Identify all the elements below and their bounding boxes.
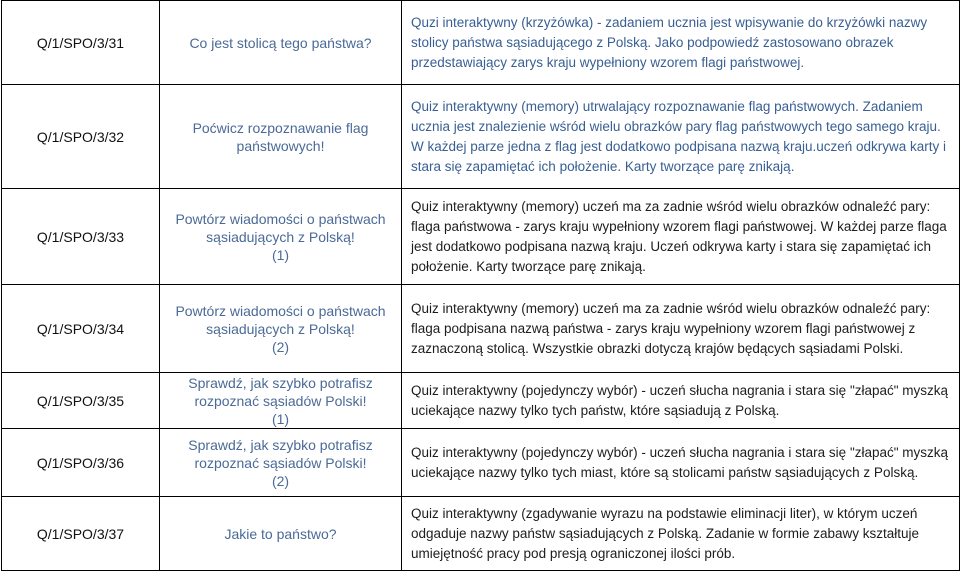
resource-code: Q/1/SPO/3/33	[2, 189, 160, 285]
resource-title	[160, 429, 402, 497]
table-row	[2, 373, 960, 429]
resource-code: Q/1/SPO/3/36	[2, 429, 160, 497]
resource-description: Quiz interaktywny (zgadywanie wyrazu na podstawie eliminacji liter), w którym uczeń odgaduje nazwy państw sąsiadujących z Polską. Zadanie w formie zabawy kształtuje umiejętność pracy pod presją ograniczonej ilości prób.	[402, 497, 960, 571]
resource-description: Quzi interaktywny (krzyżówka) - zadaniem ucznia jest wpisywanie do krzyżówki nazwy stolicy państwa sąsiadującego z Polską. Jako podpowiedź zastosowano obrazek przedstawiający zarys kraju wypełniony wzorem flagi państwowej.	[402, 1, 960, 85]
title-line: państwowych!	[236, 137, 325, 154]
table-row	[2, 1, 960, 85]
resource-description: Quiz interaktywny (pojedynczy wybór) - uczeń słucha nagrania i stara się "złapać" myszką uciekające nazwy tylko tych miast, które są stolicami państw sąsiadujących z Polską.	[402, 429, 960, 497]
resource-code: Q/1/SPO/3/34	[2, 285, 160, 373]
resource-description: Quiz interaktywny (memory) uczeń ma za zadnie wśród wielu obrazków odnaleźć pary: flaga podpisana nazwą państwa - zarys kraju wypełniony wzorem flagi państwowej z zaznaczoną stolicą. Wszystkie obrazki dotyczą krajów będących sąsiadami Polski.	[402, 285, 960, 373]
table-row	[2, 285, 960, 373]
resource-description: Quiz interaktywny (pojedynczy wybór) - uczeń słucha nagrania i stara się "złapać" myszką uciekające nazwy tylko tych państw, które sąsiadują z Polską.	[402, 373, 960, 429]
title-line: rozpoznać sąsiadów Polski!	[194, 454, 367, 471]
title-line: Powtórz wiadomości o państwach	[175, 302, 386, 319]
title-line: Sprawdź, jak szybko potrafisz	[188, 436, 373, 453]
table-body	[2, 1, 960, 571]
title-line: Poćwicz rozpoznawanie flag	[192, 119, 369, 136]
title-line: (1)	[271, 410, 290, 427]
resource-code: Q/1/SPO/3/31	[2, 1, 160, 85]
table-row	[2, 85, 960, 189]
resource-title	[160, 1, 402, 85]
resource-title	[160, 189, 402, 285]
resource-title	[160, 285, 402, 373]
resource-description: Quiz interaktywny (memory) utrwalający rozpoznawanie flag państwowych. Zadaniem ucznia jest znalezienie wśród wielu obrazków pary flag państwowych tego samego kraju. W każdej parze jedna z flag jest dodatkowo podpisana nazwą kraju.uczeń odkrywa karty i stara się zapamiętać ich położenie. Karty tworzące parę znikają.	[402, 85, 960, 189]
resource-title	[160, 497, 402, 571]
table-row	[2, 497, 960, 571]
resource-code: Q/1/SPO/3/37	[2, 497, 160, 571]
resource-description: Quiz interaktywny (memory) uczeń ma za zadnie wśród wielu obrazków odnaleźć pary: flaga państwowa - zarys kraju wypełniony wzorem flagi państwowej. W każdej parze flaga jest dodatkowo podpisana nazwą kraju. Uczeń odkrywa karty i stara się zapamiętać ich położenie. Karty tworzące parę znikają.	[402, 189, 960, 285]
title-line: Sprawdź, jak szybko potrafisz	[188, 374, 373, 391]
title-line: Jakie to państwo?	[224, 525, 337, 542]
resource-title	[160, 373, 402, 429]
resources-table	[1, 0, 960, 571]
title-line: (2)	[271, 472, 290, 489]
resource-code: Q/1/SPO/3/32	[2, 85, 160, 189]
title-line: rozpoznać sąsiadów Polski!	[194, 392, 367, 409]
title-line: Co jest stolicą tego państwa?	[189, 34, 372, 51]
title-line: (1)	[271, 246, 290, 263]
title-line: sąsiadujących z Polską!	[206, 228, 355, 245]
resource-code: Q/1/SPO/3/35	[2, 373, 160, 429]
resource-title	[160, 85, 402, 189]
table-row	[2, 429, 960, 497]
table-row	[2, 189, 960, 285]
title-line: sąsiadujących z Polską!	[206, 320, 355, 337]
title-line: Powtórz wiadomości o państwach	[175, 210, 386, 227]
title-line: (2)	[271, 338, 290, 355]
